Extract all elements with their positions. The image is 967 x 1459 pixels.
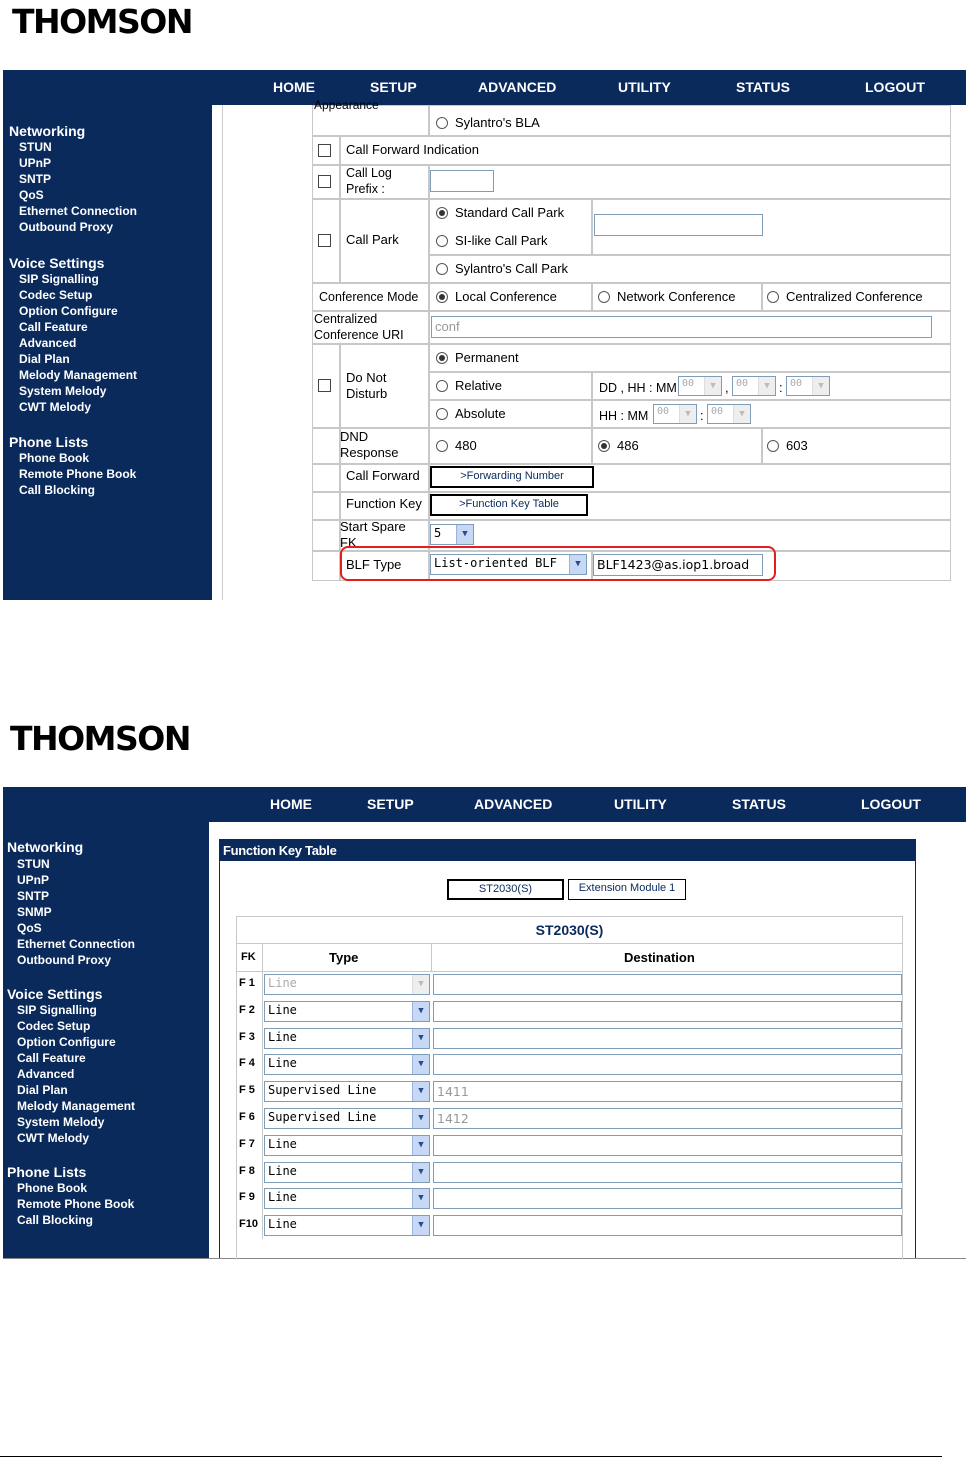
thomson-logo-2: THOMSON — [10, 719, 190, 758]
nav-setup[interactable]: SETUP — [370, 79, 417, 95]
sylantro-call-park-radio[interactable] — [436, 263, 448, 275]
nav-logout[interactable]: LOGOUT — [865, 79, 925, 95]
fk-label: F10 — [239, 1218, 258, 1231]
nav-utility-2[interactable]: UTILITY — [614, 796, 667, 812]
nav-advanced-2[interactable]: ADVANCED — [474, 796, 553, 812]
fk-type-select[interactable]: Line ▼ — [264, 974, 430, 995]
dnd-permanent-radio[interactable] — [436, 352, 448, 364]
nav-utility[interactable]: UTILITY — [618, 79, 671, 95]
blf-highlight-box — [340, 546, 776, 581]
fk-destination-input[interactable] — [433, 1054, 902, 1075]
fk-type-select[interactable]: Line ▼ — [264, 1188, 430, 1209]
dd-hh-mm-label: DD , HH : MM — [599, 381, 677, 395]
sidebar-item-remote-phone-book[interactable]: Remote Phone Book — [19, 467, 137, 481]
sidebar2-group-networking: Networking — [7, 839, 84, 855]
sidebar2-item-melody-management[interactable]: Melody Management — [17, 1099, 136, 1113]
fk-label: F 1 — [239, 977, 255, 989]
sidebar2-item-system-melody[interactable]: System Melody — [17, 1115, 105, 1129]
sidebar2-item-sip-signalling[interactable]: SIP Signalling — [17, 1003, 97, 1017]
fk-type-select[interactable]: Line ▼ — [264, 1135, 430, 1156]
fk-row — [237, 1051, 902, 1078]
sidebar-item-outbound-proxy[interactable]: Outbound Proxy — [19, 220, 113, 234]
tab-st2030s[interactable]: ST2030(S) — [447, 879, 564, 900]
fk-label: F 6 — [239, 1111, 255, 1123]
sidebar-item-sip-signalling[interactable]: SIP Signalling — [19, 272, 99, 286]
call-forward-indication-label: Call Forward Indication — [346, 142, 479, 157]
nav-setup-2[interactable]: SETUP — [367, 796, 414, 812]
fk-type-select[interactable]: Line ▼ — [264, 1215, 430, 1236]
dnd-relative-label: Relative — [455, 378, 502, 393]
fk-type-select[interactable]: Line ▼ — [264, 1054, 430, 1075]
sidebar-item-melody-management[interactable]: Melody Management — [19, 368, 138, 382]
sidebar-item-qos[interactable]: QoS — [19, 188, 44, 202]
sylantro-bla-radio[interactable] — [436, 117, 448, 129]
sidebar-group-phone-lists: Phone Lists — [9, 434, 89, 450]
call-log-prefix-label: Call Log Prefix : — [346, 166, 392, 196]
dnd-486-label: 486 — [617, 438, 639, 453]
call-park-label: Call Park — [346, 232, 399, 247]
fk-destination-input[interactable]: 1412 — [433, 1108, 902, 1129]
sidebar-item-phone-book[interactable]: Phone Book — [19, 451, 90, 465]
dnd-480-label: 480 — [455, 438, 477, 453]
colon-sep: : — [779, 380, 783, 395]
network-conference-radio[interactable] — [598, 291, 610, 303]
fk-destination-input[interactable] — [433, 1162, 902, 1183]
fk-type-select[interactable]: Line ▼ — [264, 1028, 430, 1049]
sidebar2-item-phone-book[interactable]: Phone Book — [17, 1181, 88, 1195]
fk-row — [237, 1159, 902, 1186]
absolute-minute-select[interactable]: 00 ▼ — [707, 404, 751, 424]
fk-row — [237, 971, 902, 998]
nav-advanced[interactable]: ADVANCED — [478, 79, 557, 95]
sylantro-bla-label: Sylantro's BLA — [455, 115, 540, 130]
fk-row — [237, 1025, 902, 1052]
call-log-prefix-input[interactable] — [430, 170, 494, 192]
function-key-table-button[interactable]: >Function Key Table — [430, 494, 588, 516]
sidebar2-item-snmp[interactable]: SNMP — [17, 905, 52, 919]
call-feature-form — [312, 98, 951, 581]
start-spare-fk-label: Start Spare FK — [340, 519, 406, 550]
type-col-header: Type — [329, 950, 359, 965]
sidebar2-item-ethernet-connection[interactable]: Ethernet Connection — [17, 937, 136, 951]
relative-hour-select[interactable]: 00 ▼ — [732, 376, 776, 396]
dnd-480-radio[interactable] — [436, 440, 448, 452]
sidebar-item-dial-plan[interactable]: Dial Plan — [19, 352, 70, 366]
centralized-uri-label: Centralized Conference URI — [314, 312, 404, 342]
fk-label: F 3 — [239, 1030, 255, 1043]
sidebar2-item-option-configure[interactable]: Option Configure — [17, 1035, 116, 1049]
sidebar2-group-phone-lists: Phone Lists — [7, 1164, 87, 1180]
do-not-disturb-label: Do Not Disturb — [346, 370, 388, 401]
sidebar-item-sntp[interactable]: SNTP — [19, 172, 52, 186]
fk-destination-input[interactable] — [433, 1028, 902, 1049]
start-spare-fk-select[interactable]: 5 ▼ — [430, 524, 474, 545]
fk-type-select[interactable]: Supervised Line ▼ — [264, 1108, 430, 1129]
blf-type-select[interactable]: List-oriented BLF ▼ — [430, 554, 587, 575]
sidebar-group-voice: Voice Settings — [9, 255, 105, 271]
sidebar-item-system-melody[interactable]: System Melody — [19, 384, 107, 398]
nav-home[interactable]: HOME — [273, 79, 315, 95]
sidebar-item-advanced[interactable]: Advanced — [19, 336, 77, 350]
call-park-checkbox[interactable] — [318, 234, 331, 247]
comma-sep: , — [725, 380, 729, 395]
call-log-prefix-checkbox[interactable] — [318, 175, 331, 188]
sidebar2-item-codec-setup[interactable]: Codec Setup — [17, 1019, 91, 1033]
sidebar2-group-voice: Voice Settings — [7, 986, 103, 1002]
sidebar2-item-cwt-melody[interactable]: CWT Melody — [17, 1131, 89, 1145]
fk-destination-input[interactable] — [433, 1215, 902, 1236]
fk-row — [237, 1132, 902, 1159]
sidebar-item-upnp[interactable]: UPnP — [19, 156, 52, 170]
sidebar-item-stun[interactable]: STUN — [19, 140, 52, 154]
sidebar-item-call-blocking[interactable]: Call Blocking — [19, 483, 96, 497]
sidebar-group-networking: Networking — [9, 123, 86, 139]
function-key-label: Function Key — [346, 496, 422, 511]
tab-extension-module-1[interactable]: Extension Module 1 — [568, 879, 686, 900]
fk-row — [237, 1212, 902, 1239]
sidebar2-item-upnp[interactable]: UPnP — [17, 873, 50, 887]
fk-grid — [236, 916, 903, 1259]
top-navbar — [3, 70, 966, 103]
relative-day-select[interactable]: 00 ▼ — [678, 376, 722, 396]
sidebar-top — [3, 105, 212, 600]
sidebar-item-option-configure[interactable]: Option Configure — [19, 304, 118, 318]
dnd-absolute-radio[interactable] — [436, 408, 448, 420]
standard-call-park-radio[interactable] — [436, 207, 448, 219]
nav-logout-2[interactable]: LOGOUT — [861, 796, 921, 812]
sidebar2-item-advanced[interactable]: Advanced — [17, 1067, 75, 1081]
appearance-label-cut: Appearance — [314, 98, 379, 112]
page-bottom-rule — [0, 1456, 942, 1457]
dnd-603-label: 603 — [786, 438, 808, 453]
si-like-call-park-label: SI-like Call Park — [455, 233, 548, 248]
fk-destination-input[interactable] — [433, 1135, 902, 1156]
local-conference-label: Local Conference — [455, 289, 557, 304]
sidebar-item-ethernet-connection[interactable]: Ethernet Connection — [19, 204, 138, 218]
fk-label: F 9 — [239, 1191, 255, 1204]
blf-uri-input[interactable]: BLF1423@as.iop1.broad — [593, 554, 763, 576]
call-forward-label: Call Forward — [346, 468, 420, 483]
fk-destination-input[interactable] — [433, 1188, 902, 1209]
fk-col-header: FK — [241, 951, 256, 963]
dnd-relative-radio[interactable] — [436, 380, 448, 392]
sidebar-item-cwt-melody[interactable]: CWT Melody — [19, 400, 91, 414]
hh-mm-label: HH : MM — [599, 409, 649, 423]
dnd-permanent-label: Permanent — [455, 350, 519, 365]
call-forward-indication-checkbox[interactable] — [318, 144, 331, 157]
call-park-input[interactable] — [594, 214, 763, 236]
dnd-486-radio[interactable] — [598, 440, 610, 452]
sidebar-bottom — [3, 822, 209, 1258]
nav-home-2[interactable]: HOME — [270, 796, 312, 812]
sidebar2-item-call-feature[interactable]: Call Feature — [17, 1051, 86, 1065]
local-conference-radio[interactable] — [436, 291, 448, 303]
nav-status[interactable]: STATUS — [736, 79, 790, 95]
function-key-table-panel — [219, 839, 916, 1258]
conference-mode-label: Conference Mode — [319, 290, 419, 304]
forwarding-number-button[interactable]: >Forwarding Number — [430, 466, 594, 488]
standard-call-park-label: Standard Call Park — [455, 205, 565, 220]
fk-label: F 2 — [239, 1003, 255, 1016]
fk-label: F 5 — [239, 1084, 255, 1097]
bottom-navbar — [3, 787, 966, 820]
dnd-response-label: DND Response — [340, 429, 399, 460]
function-key-table-title: Function Key Table — [220, 840, 915, 861]
sidebar2-item-call-blocking[interactable]: Call Blocking — [17, 1213, 94, 1227]
fk-destination-input[interactable] — [433, 1001, 902, 1022]
fk-header-row — [237, 943, 902, 972]
network-conference-label: Network Conference — [617, 289, 736, 304]
fk-label: F 4 — [239, 1057, 255, 1070]
si-like-call-park-radio[interactable] — [436, 235, 448, 247]
sidebar2-item-outbound-proxy[interactable]: Outbound Proxy — [17, 953, 111, 967]
sylantro-call-park-label: Sylantro's Call Park — [455, 261, 569, 276]
destination-col-header: Destination — [624, 950, 695, 965]
fk-row — [237, 998, 902, 1025]
fk-label: F 8 — [239, 1164, 255, 1177]
do-not-disturb-checkbox[interactable] — [318, 379, 331, 392]
thomson-logo: THOMSON — [12, 2, 192, 41]
fk-row — [237, 1185, 902, 1212]
fk-row — [237, 1078, 902, 1105]
colon-sep-2: : — [700, 408, 704, 423]
centralized-uri-input[interactable]: conf — [431, 316, 932, 338]
sidebar2-item-dial-plan[interactable]: Dial Plan — [17, 1083, 68, 1097]
fk-type-select[interactable]: Supervised Line ▼ — [264, 1081, 430, 1102]
sidebar-item-codec-setup[interactable]: Codec Setup — [19, 288, 93, 302]
absolute-hour-select[interactable]: 00 ▼ — [653, 404, 697, 424]
fk-type-select[interactable]: Line ▼ — [264, 1001, 430, 1022]
centralized-conference-label: Centralized Conference — [786, 289, 923, 304]
content-divider — [222, 105, 223, 600]
fk-destination-input[interactable]: 1411 — [433, 1081, 902, 1102]
sidebar-item-call-feature[interactable]: Call Feature — [19, 320, 88, 334]
sidebar2-item-remote-phone-book[interactable]: Remote Phone Book — [17, 1197, 135, 1211]
fk-model-title: ST2030(S) — [237, 917, 902, 944]
dnd-603-radio[interactable] — [767, 440, 779, 452]
centralized-conference-radio[interactable] — [767, 291, 779, 303]
sidebar2-item-qos[interactable]: QoS — [17, 921, 42, 935]
fk-type-select[interactable]: Line ▼ — [264, 1162, 430, 1183]
fk-destination-input[interactable] — [433, 974, 902, 995]
nav-status-2[interactable]: STATUS — [732, 796, 786, 812]
blf-type-label: BLF Type — [346, 557, 402, 572]
sidebar2-item-stun[interactable]: STUN — [17, 857, 50, 871]
relative-minute-select[interactable]: 00 ▼ — [786, 376, 830, 396]
fk-label: F 7 — [239, 1137, 255, 1150]
dnd-absolute-label: Absolute — [455, 406, 506, 421]
sidebar2-item-sntp[interactable]: SNTP — [17, 889, 50, 903]
fk-row — [237, 1105, 902, 1132]
